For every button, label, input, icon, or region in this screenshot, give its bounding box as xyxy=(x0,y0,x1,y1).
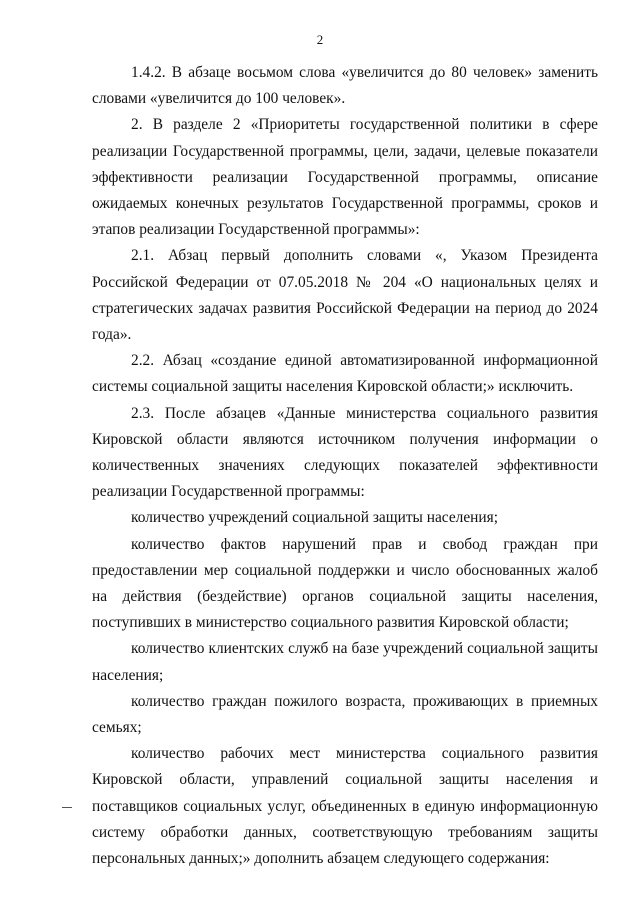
paragraph-workplaces: количество рабочих мест министерства социального развития Кировской области, управлений социальной защиты населения и поставщиков социальных услуг, объединенных в единую информационную систему обработки данных, соответствующую требованиям защиты персональных данных;» дополнить абзацем следующего содержания: xyxy=(92,745,598,868)
paragraph-elderly: количество граждан пожилого возраста, проживающих в приемных семьях; xyxy=(92,692,598,737)
paragraph-client-services: количество клиентских служб на базе учреждений социальной защиты населения; xyxy=(92,640,598,684)
page-number: 2 xyxy=(316,32,324,47)
paragraph-violations: количество фактов нарушений прав и свобод граждан при предоставлении мер социальной поддержки и число обоснованных жалоб на действия (бездействие) органов социальной защиты населения, поступивших в министерство социального развития Кировской области; xyxy=(92,535,598,632)
paragraph-institutions: количество учреждений социальной защиты населения; xyxy=(131,509,498,527)
document-body xyxy=(92,60,598,872)
paragraph-2-3: 2.3. После абзацев «Данные министерства социального развития Кировской области являются источником получения информации о количественных значениях следующих показателей эффективности реализации Государственной программы: xyxy=(92,404,598,501)
paragraph-2-1: 2.1. Абзац первый дополнить словами «, Указом Президента Российской Федерации от 07.05.2018 № 204 «О национальных целях и стратегических задачах развития Российской Федерации на период до 2024 года». xyxy=(92,247,598,344)
paragraph-2-2: 2.2. Абзац «создание единой автоматизированной информационной системы социальной защиты населения Кировской области;» исключить. xyxy=(92,352,598,396)
paragraph-2: 2. В разделе 2 «Приоритеты государственной политики в сфере реализации Государственной программы, цели, задачи, целевые показатели эффективности реализации Государственной программы, описание ожидаемых конечных результатов Государственной программы, сроков и этапов реализации Государственной программы»: xyxy=(92,116,598,239)
paragraph-1-4-2: 1.4.2. В абзаце восьмом слова «увеличится до 80 человек» заменить словами «увеличится до 100 человек». xyxy=(92,64,598,108)
margin-mark xyxy=(62,807,72,808)
